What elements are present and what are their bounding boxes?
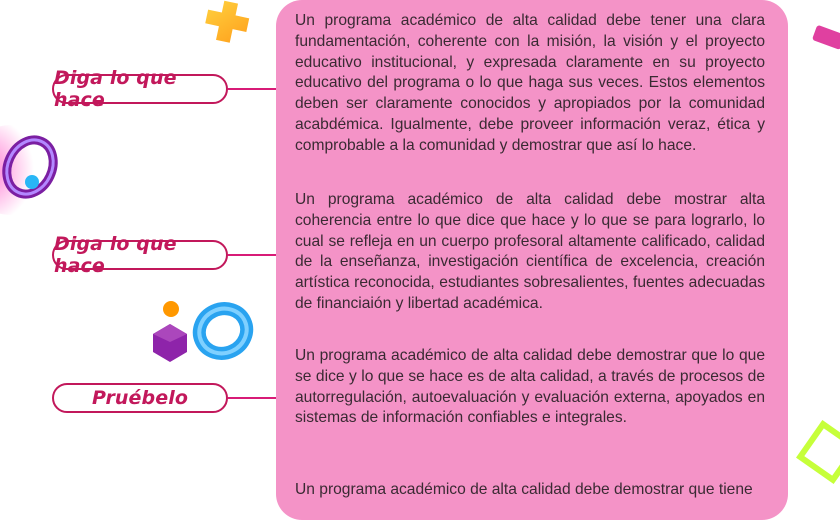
paragraph-coherence: Un programa académico de alta calidad debe mostrar alta coherencia entre lo que dice que hace y lo que se para lograrlo, lo cual se refleja en un cuerpo profesoral altamente calificado, calidad de la enseñanza, investigación científica de excelencia, creación artística reconocida, estudiantes sobresalientes, fuentes adecuadas de financiaión y libertad académica. [295,191,765,312]
connector-line [228,254,276,256]
label-pill-say-what-you-do-2 [52,233,228,277]
gem-icon [150,322,190,364]
plus-icon [200,0,260,50]
label-text: Diga lo que hace [54,233,177,277]
paragraph-fundamentation: Un programa académico de alta calidad debe tener una clara fundamentación, coherente con la misión, la visión y el proyecto educativo institucional, y expresada claramente en su proyecto educativo del programa o lo que haga sus veces. Estos elementos deben ser claramente conocidos y apropiados por la comunidad acabdémica. Igualmente, debe proveer información veraz, ética y comprobable a la comunidad y demostrar que así lo hace. [295,12,765,154]
square-frame-icon [796,420,840,500]
label-pill-prove-it [52,383,228,413]
connector-line [228,88,276,90]
ball-icon [22,172,42,192]
ball-icon [160,298,182,320]
label-text: Diga lo que hace [54,67,177,111]
bar-icon [810,22,840,62]
label-text: Pruébelo [92,387,188,409]
connector-line [228,397,276,399]
donut-icon [190,300,256,362]
label-pill-say-what-you-do [52,67,228,111]
paragraph-continuation: Un programa académico de alta calidad debe demostrar que tiene [295,481,753,498]
paragraph-quality-proof: Un programa académico de alta calidad debe demostrar que lo que se dice y lo que se hace es de alta calidad, a través de procesos de autorregulación, autoevaluación y evaluación externa, apoyados en sistemas de información confiables e integrales. [295,347,765,427]
